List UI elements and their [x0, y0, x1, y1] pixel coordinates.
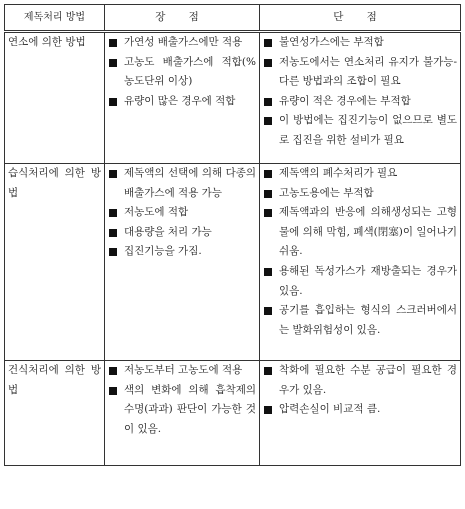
method-cell: 연소에 의한 방법 — [5, 32, 105, 164]
treatment-comparison-table — [4, 4, 461, 466]
list-item: 고농도 배출가스에 적합(%농도단위 이상) — [108, 53, 256, 92]
list-item: 제독액의 선택에 의해 다종의 배출가스에 적용 가능 — [108, 164, 256, 203]
list-item: 대용량을 처리 가능 — [108, 223, 256, 243]
list-item: 집진기능을 가짐. — [108, 242, 256, 262]
square-bullet-icon — [264, 170, 272, 178]
list-item: 저농도에 적합 — [108, 203, 256, 223]
advantages-cell — [105, 361, 260, 466]
list-item: 불연성가스에는 부적합 — [263, 33, 457, 53]
list-item: 유량이 적은 경우에는 부적합 — [263, 92, 457, 112]
list-item: 착화에 필요한 수분 공급이 필요한 경우가 있음. — [263, 361, 457, 400]
disadvantages-cell — [260, 32, 461, 164]
square-bullet-icon — [264, 367, 272, 375]
disadvantages-cell — [260, 164, 461, 361]
square-bullet-icon — [109, 248, 117, 256]
square-bullet-icon — [264, 98, 272, 106]
square-bullet-icon — [264, 190, 272, 198]
square-bullet-icon — [109, 209, 117, 217]
square-bullet-icon — [264, 209, 272, 217]
table-row — [5, 164, 461, 361]
list-item: 제독액과의 반응에 의해생성되는 고형물에 의해 막힘, 폐색(閉塞)이 일어나기 쉬움. — [263, 203, 457, 262]
table-row — [5, 361, 461, 466]
square-bullet-icon — [264, 307, 272, 315]
square-bullet-icon — [109, 387, 117, 395]
method-cell: 건식처리에 의한 방법 — [5, 361, 105, 466]
disadvantages-cell — [260, 361, 461, 466]
square-bullet-icon — [109, 59, 117, 67]
header-advantages: 장 점 — [105, 5, 260, 32]
list-item: 이 방법에는 집진기능이 없으므로 별도로 집진을 위한 설비가 필요 — [263, 111, 457, 150]
square-bullet-icon — [109, 170, 117, 178]
list-item: 색의 변화에 의해 흡착제의 수명(과과) 판단이 가능한 것이 있음. — [108, 381, 256, 440]
list-item: 유량이 많은 경우에 적합 — [108, 92, 256, 112]
list-item: 가연성 배출가스에만 적용 — [108, 33, 256, 53]
header-method: 제독처리 방법 — [5, 5, 105, 32]
square-bullet-icon — [264, 268, 272, 276]
list-item: 용해된 독성가스가 재방출되는 경우가 있음. — [263, 262, 457, 301]
list-item: 제독액의 폐수처리가 필요 — [263, 164, 457, 184]
table-header-row — [5, 5, 461, 32]
list-item: 공기를 흡입하는 형식의 스크러버에서는 발화위험성이 있음. — [263, 301, 457, 340]
advantages-cell — [105, 164, 260, 361]
list-item: 저농도에서는 연소처리 유지가 불가능- 다른 방법과의 조합이 필요 — [263, 53, 457, 92]
square-bullet-icon — [109, 229, 117, 237]
square-bullet-icon — [264, 406, 272, 414]
square-bullet-icon — [264, 59, 272, 67]
square-bullet-icon — [264, 117, 272, 125]
method-cell: 습식처리에 의한 방법 — [5, 164, 105, 361]
header-disadvantages: 단 점 — [260, 5, 461, 32]
square-bullet-icon — [109, 367, 117, 375]
advantages-cell — [105, 32, 260, 164]
square-bullet-icon — [109, 98, 117, 106]
table-row — [5, 32, 461, 164]
list-item: 압력손실이 비교적 큼. — [263, 400, 457, 420]
list-item: 저농도부터 고농도에 적용 — [108, 361, 256, 381]
list-item: 고농도용에는 부적합 — [263, 184, 457, 204]
comparison-document — [4, 4, 460, 504]
square-bullet-icon — [109, 39, 117, 47]
square-bullet-icon — [264, 39, 272, 47]
